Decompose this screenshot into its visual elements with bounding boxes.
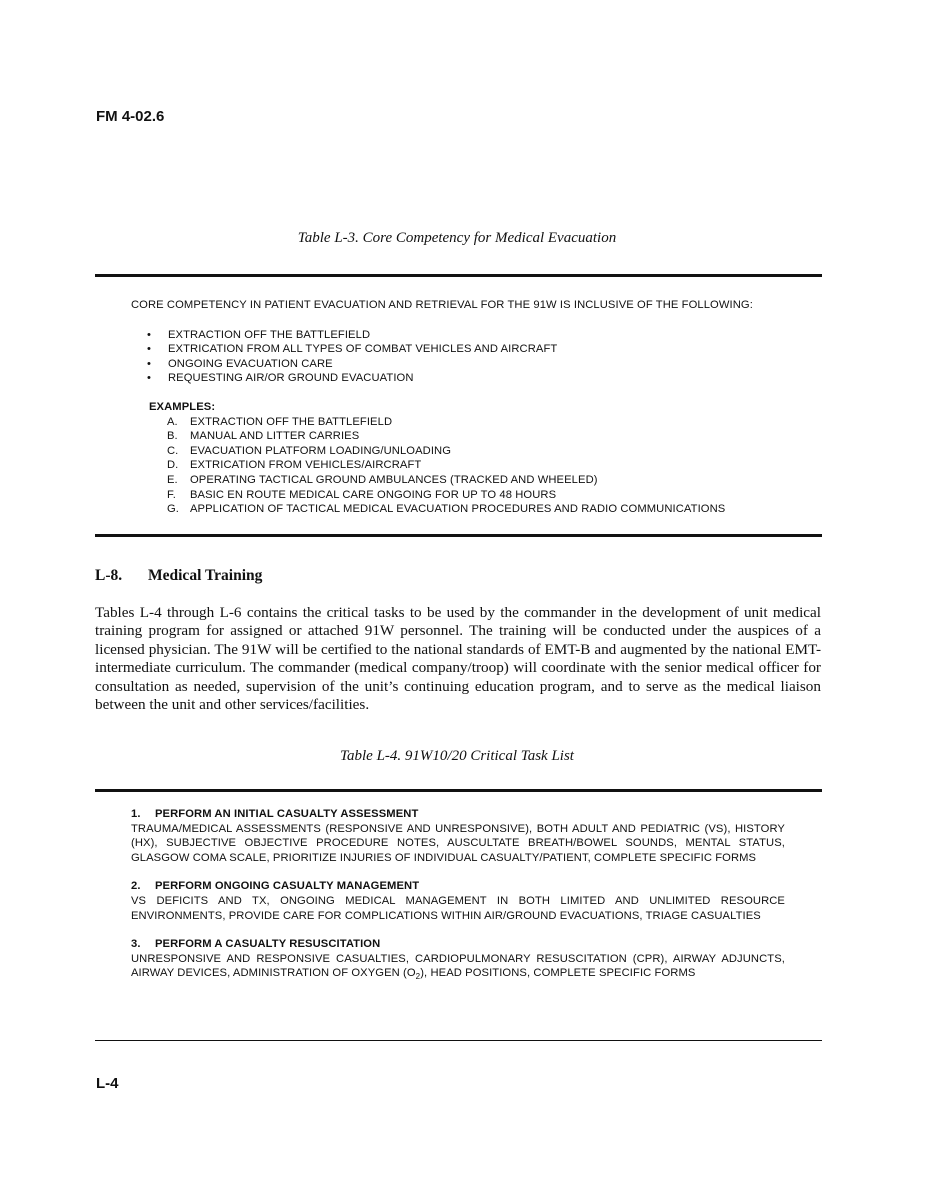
example-letter: D. bbox=[167, 459, 179, 472]
bullet-icon: • bbox=[147, 372, 152, 385]
task-body: TRAUMA/MEDICAL ASSESSMENTS (RESPONSIVE AND UNRESPONSIVE), BOTH ADULT AND PEDIATRIC (VS), HISTORY (HX), SUBJECTIVE OBJECTIVE PROCEDURE NOTES, AUSCULTATE BREATH/BOWEL SOUNDS, MENTAL STATUS, GLASGOW COMA SCALE, PRIORITIZE INJURIES OF INDIVIDUAL CASUALTY/PATIENT, COMPLETE SPECIFIC FORMS bbox=[131, 822, 785, 864]
task-body bbox=[131, 952, 785, 981]
bullet-icon: • bbox=[147, 357, 152, 370]
task-title bbox=[131, 807, 785, 822]
task-title-text: PERFORM A CASUALTY RESUSCITATION bbox=[155, 938, 381, 951]
table-l3-caption: Table L-3. Core Competency for Medical Evacuation bbox=[297, 230, 617, 246]
table-l3-body bbox=[131, 298, 791, 517]
example-letter: E. bbox=[167, 473, 178, 486]
table-l4-top-rule bbox=[95, 789, 822, 792]
task-title bbox=[131, 879, 785, 894]
section-paragraph: Tables L-4 through L-6 contains the critical tasks to be used by the commander in the development of unit medical training program for assigned or attached 91W personnel. The training will be conducted under the auspices of a licensed physician. The 91W will be certified to the national standards of EMT-B and augmented by the national EMT-intermediate curriculum. The commander (medical company/troop) will coordinate with the senior medical officer for consultation as needed, supervision of the unit’s continuing education program, and to serve as the medical liaison between the unit and other services/facilities. bbox=[95, 604, 821, 714]
document-id: FM 4-02.6 bbox=[96, 108, 165, 125]
example-text: OPERATING TACTICAL GROUND AMBULANCES (TRACKED AND WHEELED) bbox=[190, 473, 598, 486]
example-text: APPLICATION OF TACTICAL MEDICAL EVACUATION PROCEDURES AND RADIO COMMUNICATIONS bbox=[190, 503, 726, 516]
task-item bbox=[131, 807, 785, 865]
list-item bbox=[131, 488, 791, 503]
task-body-text: ), HEAD POSITIONS, COMPLETE SPECIFIC FORMS bbox=[420, 967, 696, 980]
task-item bbox=[131, 937, 785, 981]
page-number: L-4 bbox=[96, 1075, 119, 1092]
section-number: L-8. bbox=[95, 567, 123, 584]
list-item bbox=[131, 357, 791, 372]
list-item bbox=[131, 458, 791, 473]
table-l3-top-rule bbox=[95, 274, 822, 277]
task-body-text: UNRESPONSIVE AND RESPONSIVE CASUALTIES, CARDIOPULMONARY RESUSCITATION (CPR), AIRWAY ADJUNCTS, AIRWAY DEVICES, ADMINISTRATION OF OXYGEN (O bbox=[131, 952, 785, 980]
table-l4-caption: Table L-4. 91W10/20 Critical Task List bbox=[340, 748, 574, 764]
list-item bbox=[131, 415, 791, 430]
list-item bbox=[131, 473, 791, 488]
table-l4-bottom-rule bbox=[95, 1040, 822, 1041]
task-item bbox=[131, 879, 785, 923]
example-text: BASIC EN ROUTE MEDICAL CARE ONGOING FOR UP TO 48 HOURS bbox=[190, 488, 557, 501]
list-item bbox=[131, 328, 791, 343]
task-title-text: PERFORM AN INITIAL CASUALTY ASSESSMENT bbox=[155, 808, 419, 820]
example-letter: A. bbox=[167, 415, 178, 428]
bullet-text: EXTRACTION OFF THE BATTLEFIELD bbox=[168, 328, 371, 341]
table-l4-body bbox=[131, 807, 785, 995]
bullet-text: ONGOING EVACUATION CARE bbox=[168, 357, 333, 370]
example-text: EXTRACTION OFF THE BATTLEFIELD bbox=[190, 415, 393, 428]
example-text: EXTRICATION FROM VEHICLES/AIRCRAFT bbox=[190, 459, 422, 472]
list-item bbox=[131, 371, 791, 386]
list-item bbox=[131, 429, 791, 444]
bullet-text: EXTRICATION FROM ALL TYPES OF COMBAT VEHICLES AND AIRCRAFT bbox=[168, 343, 558, 356]
example-text: EVACUATION PLATFORM LOADING/UNLOADING bbox=[190, 444, 452, 457]
task-title bbox=[131, 937, 785, 952]
example-letter: G. bbox=[167, 503, 180, 516]
example-letter: C. bbox=[167, 444, 179, 457]
table-l3-bottom-rule bbox=[95, 534, 822, 537]
section-heading bbox=[95, 567, 262, 585]
task-number: 1. bbox=[131, 808, 141, 820]
subscript: 2 bbox=[415, 972, 421, 982]
example-text: MANUAL AND LITTER CARRIES bbox=[190, 430, 360, 443]
task-title-text: PERFORM ONGOING CASUALTY MANAGEMENT bbox=[155, 880, 420, 893]
task-body: VS DEFICITS AND TX, ONGOING MEDICAL MANAGEMENT IN BOTH LIMITED AND UNLIMITED RESOURCE ENVIRONMENTS, PROVIDE CARE FOR COMPLICATIONS WITHIN AIR/GROUND EVACUATIONS, TRIAGE CASUALTIES bbox=[131, 894, 785, 922]
table-l3-intro: CORE COMPETENCY IN PATIENT EVACUATION AND RETRIEVAL FOR THE 91W IS INCLUSIVE OF THE FOLLOWING: bbox=[131, 299, 753, 311]
bullet-icon: • bbox=[147, 343, 152, 356]
task-number: 2. bbox=[131, 880, 141, 893]
task-number: 3. bbox=[131, 938, 141, 951]
examples-heading: EXAMPLES: bbox=[149, 400, 216, 413]
list-item bbox=[131, 444, 791, 459]
example-letter: B. bbox=[167, 430, 178, 443]
bullet-text: REQUESTING AIR/OR GROUND EVACUATION bbox=[168, 372, 414, 385]
section-title: Medical Training bbox=[148, 567, 263, 584]
list-item bbox=[131, 342, 791, 357]
list-item bbox=[131, 502, 791, 517]
example-letter: F. bbox=[167, 488, 176, 501]
bullet-icon: • bbox=[147, 328, 152, 341]
